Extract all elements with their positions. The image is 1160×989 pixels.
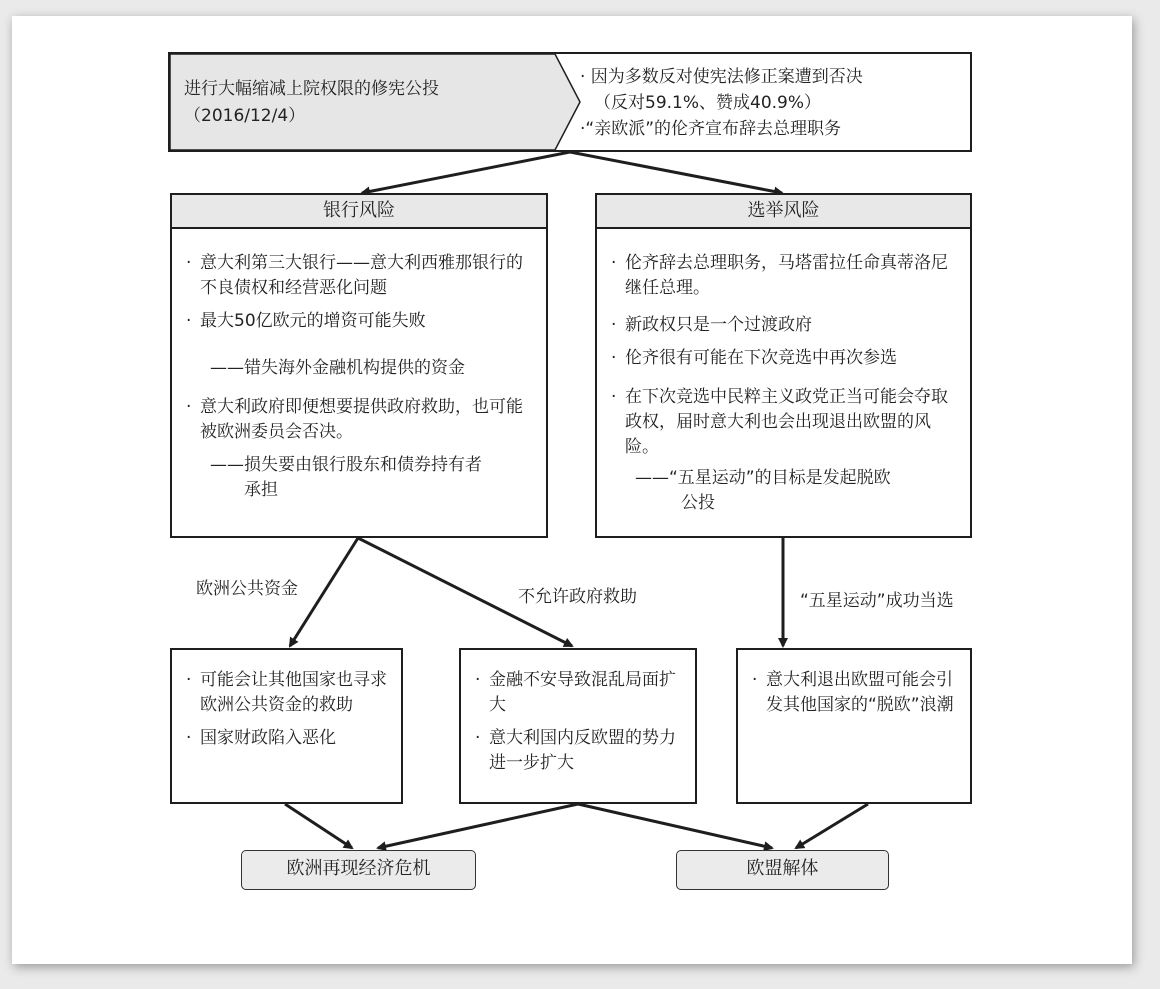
result-line-1: · 因为多数反对使宪法修正案遭到否决 (580, 67, 863, 87)
outcome-economic-crisis: 欧洲再现经济危机 (241, 850, 476, 890)
election-risk-bullet-2: · 新政权只是一个过渡政府 (611, 313, 956, 338)
election-risk-bullet-1: · 伦齐辞去总理职务，马塔雷拉任命真蒂洛尼继任总理。 (611, 251, 956, 301)
arrow-right-to-breakup (796, 804, 868, 848)
consequence-left-bullet-1: · 可能会让其他国家也寻求欧洲公共资金的救助 (186, 668, 387, 718)
bank-risk-sub-2-line1: ——损失要由银行股东和债券持有者 (210, 455, 482, 475)
consequence-mid-bullet-2: · 意大利国内反欧盟的势力进一步扩大 (475, 726, 681, 776)
election-risk-box (595, 193, 972, 538)
label-no-bailout: 不允许政府救助 (518, 587, 637, 607)
top-event-box (168, 52, 972, 152)
consequence-left-box (170, 648, 403, 804)
bank-risk-bullet-3: · 意大利政府即便想要提供政府救助，也可能被欧洲委员会否决。 (186, 395, 532, 445)
bank-risk-bullet-2: · 最大50亿欧元的增资可能失败 (186, 309, 532, 334)
arrow-mid-to-crisis (378, 804, 578, 848)
consequence-left-bullet-2: · 国家财政陷入恶化 (186, 726, 387, 751)
arrow-top-to-election (570, 152, 782, 193)
event-title: 进行大幅缩减上院权限的修宪公投 (184, 79, 439, 99)
arrow-mid-to-breakup (578, 804, 772, 848)
arrow-top-to-bank (362, 152, 570, 193)
election-risk-bullet-3: · 伦齐很有可能在下次竞选中再次参选 (611, 346, 956, 371)
consequence-mid-bullet-1: · 金融不安导致混乱局面扩大 (475, 668, 681, 718)
election-risk-title: 选举风险 (597, 195, 970, 229)
outcome-eu-breakup: 欧盟解体 (676, 850, 889, 890)
consequence-right-bullet-1: · 意大利退出欧盟可能会引发其他国家的“脱欧”浪潮 (752, 668, 956, 718)
bank-risk-box (170, 193, 548, 538)
bank-risk-bullet-1: · 意大利第三大银行——意大利西雅那银行的不良债权和经营恶化问题 (186, 251, 532, 301)
consequence-mid-box (459, 648, 697, 804)
bank-risk-title: 银行风险 (172, 195, 546, 229)
label-five-star-wins: “五星运动”成功当选 (800, 591, 954, 611)
election-risk-sub-1-line2: 公投 (681, 493, 715, 513)
label-eu-public-fund: 欧洲公共资金 (196, 579, 298, 599)
election-risk-sub-1-line1: ——“五星运动”的目标是发起脱欧 (635, 468, 891, 488)
bank-risk-sub-1: ——错失海外金融机构提供的资金 (210, 358, 465, 378)
arrow-left-to-crisis (285, 804, 352, 848)
election-risk-bullet-4: · 在下次竞选中民粹主义政党正当可能会夺取政权，届时意大利也会出现退出欧盟的风险。 (611, 385, 956, 460)
arrow-bank-to-left (290, 538, 358, 646)
consequence-right-box (736, 648, 972, 804)
result-line-2: （反对59.1%、赞成40.9%） (594, 93, 822, 113)
event-date: （2016/12/4） (184, 106, 306, 126)
result-line-3: ·“亲欧派”的伦齐宣布辞去总理职务 (580, 119, 842, 139)
bank-risk-sub-2-line2: 承担 (244, 480, 278, 500)
